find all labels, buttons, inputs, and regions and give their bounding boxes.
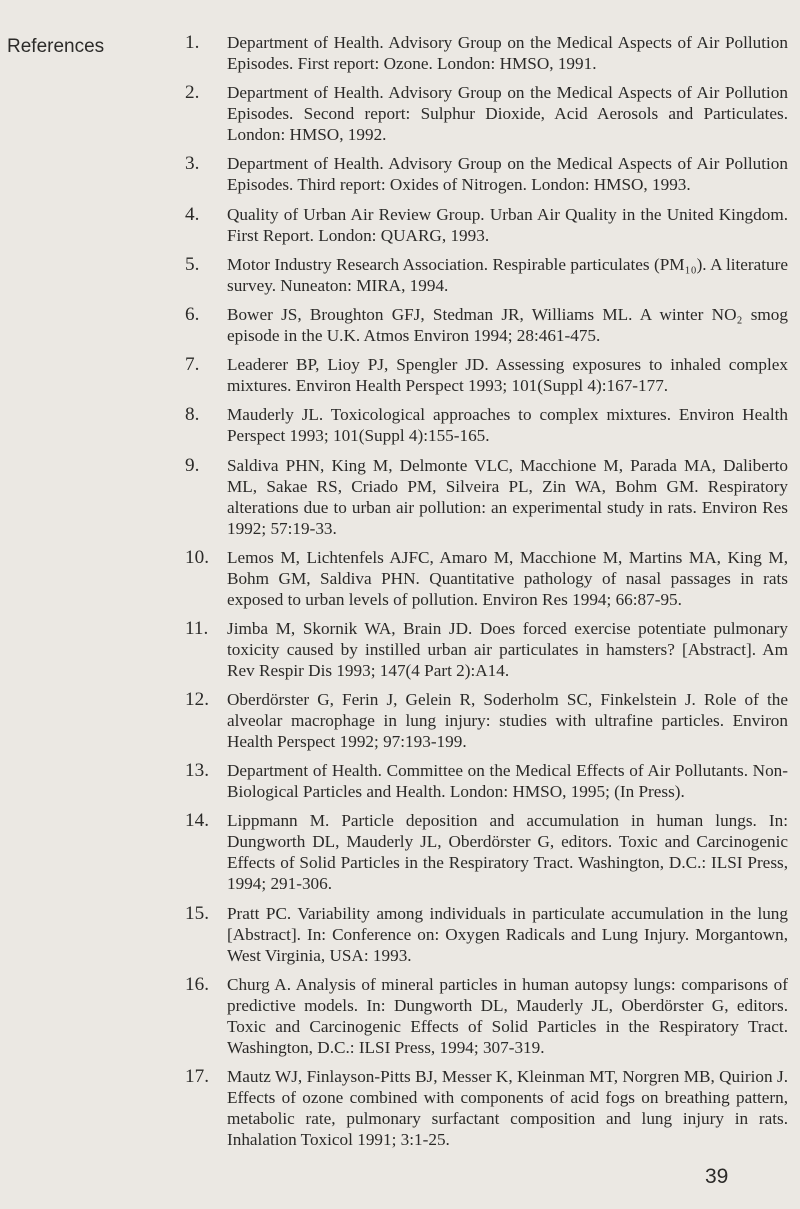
reference-number: 3.: [185, 153, 200, 175]
reference-text: Mauderly JL. Toxicological approaches to complex mixtures. Environ Health Perspect 1993; 101(Suppl 4):155-165.: [227, 405, 788, 446]
reference-number: 16.: [185, 973, 209, 995]
reference-number: 4.: [185, 203, 200, 225]
reference-number: 15.: [185, 902, 209, 924]
reference-text: Leaderer BP, Lioy PJ, Spengler JD. Assessing exposures to inhaled complex mixtures. Environ Health Perspect 1993; 101(Suppl 4):167-177.: [227, 355, 788, 396]
reference-text: Department of Health. Advisory Group on the Medical Aspects of Air Pollution Episodes. Second report: Sulphur Dioxide, Acid Aerosols and Particulates. London: HMSO, 1992.: [227, 83, 788, 145]
section-heading: References: [7, 36, 105, 57]
reference-text: Department of Health. Advisory Group on the Medical Aspects of Air Pollution Episodes. Third report: Oxides of Nitrogen. London: HMSO, 1993.: [227, 154, 788, 195]
reference-number: 12.: [185, 689, 209, 711]
reference-number: 8.: [185, 404, 200, 426]
reference-text: Churg A. Analysis of mineral particles in human autopsy lungs: comparisons of predictive models. In: Dungworth DL, Mauderly JL, Oberdörster G, editors. Toxic and Carcinogenic Effects of Solid Particles in the Respiratory Tract. Washington, D.C.: ILSI Press, 1994; 307-319.: [227, 974, 788, 1057]
reference-number: 2.: [185, 82, 200, 104]
reference-text: Jimba M, Skornik WA, Brain JD. Does forced exercise potentiate pulmonary toxicity caused by instilled urban air particulates in hamsters? [Abstract]. Am Rev Respir Dis 1993; 147(4 Part 2):A14.: [227, 618, 788, 680]
reference-text: Mautz WJ, Finlayson-Pitts BJ, Messer K, Kleinman MT, Norgren MB, Quirion J. Effects of ozone combined with components of acid fogs on breathing pattern, metabolic rate, pulmonary surfactant composition and lung injury in rats. Inhalation Toxicol 1991; 3:1-25.: [227, 1067, 788, 1149]
reference-text: Bower JS, Broughton GFJ, Stedman JR, Williams ML. A winter NO₂ smog episode in the U.K. Atmos Environ 1994; 28:461-475.: [227, 304, 788, 345]
reference-number: 11.: [185, 617, 209, 639]
reference-text: Oberdörster G, Ferin J, Gelein R, Soderholm SC, Finkelstein J. Role of the alveolar macrophage in lung injury: studies with ultrafine particles. Environ Health Perspect 1992; 97:193-199.: [227, 690, 788, 752]
reference-number: 7.: [185, 354, 200, 376]
reference-text: Lippmann M. Particle deposition and accumulation in human lungs. In: Dungworth DL, Mauderly JL, Oberdörster G, editors. Toxic and Carcinogenic Effects of Solid Particles in the Respiratory Tract. Washington, D.C.: ILSI Press, 1994; 291-306.: [227, 811, 788, 894]
reference-number: 6.: [185, 303, 200, 325]
reference-number: 14.: [185, 810, 209, 832]
reference-text: Department of Health. Advisory Group on the Medical Aspects of Air Pollution Episodes. First report: Ozone. London: HMSO, 1991.: [227, 33, 788, 73]
reference-text: Department of Health. Committee on the Medical Effects of Air Pollutants. Non-Biological Particles and Health. London: HMSO, 1995; (In Press).: [227, 761, 788, 802]
page-number: 39: [705, 1165, 729, 1188]
reference-number: 5.: [185, 253, 200, 275]
reference-number: 9.: [185, 454, 200, 476]
reference-number: 10.: [185, 546, 209, 568]
reference-text: Quality of Urban Air Review Group. Urban Air Quality in the United Kingdom. First Report. London: QUARG, 1993.: [227, 204, 788, 245]
reference-number: 1.: [185, 32, 200, 53]
reference-text: Lemos M, Lichtenfels AJFC, Amaro M, Macchione M, Martins MA, King M, Bohm GM, Saldiva PHN. Quantitative pathology of nasal passages in rats exposed to urban levels of pollution. Environ Res 1994; 66:87-95.: [227, 547, 788, 609]
reference-number: 17.: [185, 1066, 209, 1087]
reference-number: 13.: [185, 760, 209, 782]
reference-text: Saldiva PHN, King M, Delmonte VLC, Macchione M, Parada MA, Daliberto ML, Sakae RS, Criado PM, Silveira PL, Zin WA, Bohm GM. Respiratory alterations due to urban air pollution: an experimental study in rats. Environ Res 1992; 57:19-33.: [227, 455, 788, 538]
reference-text: Motor Industry Research Association. Respirable particulates (PM₁₀). A literature survey. Nuneaton: MIRA, 1994.: [227, 254, 788, 295]
reference-text: Pratt PC. Variability among individuals in particulate accumulation in the lung [Abstract]. In: Conference on: Oxygen Radicals and Lung Injury. Morgantown, West Virginia, USA: 1993.: [227, 903, 788, 965]
